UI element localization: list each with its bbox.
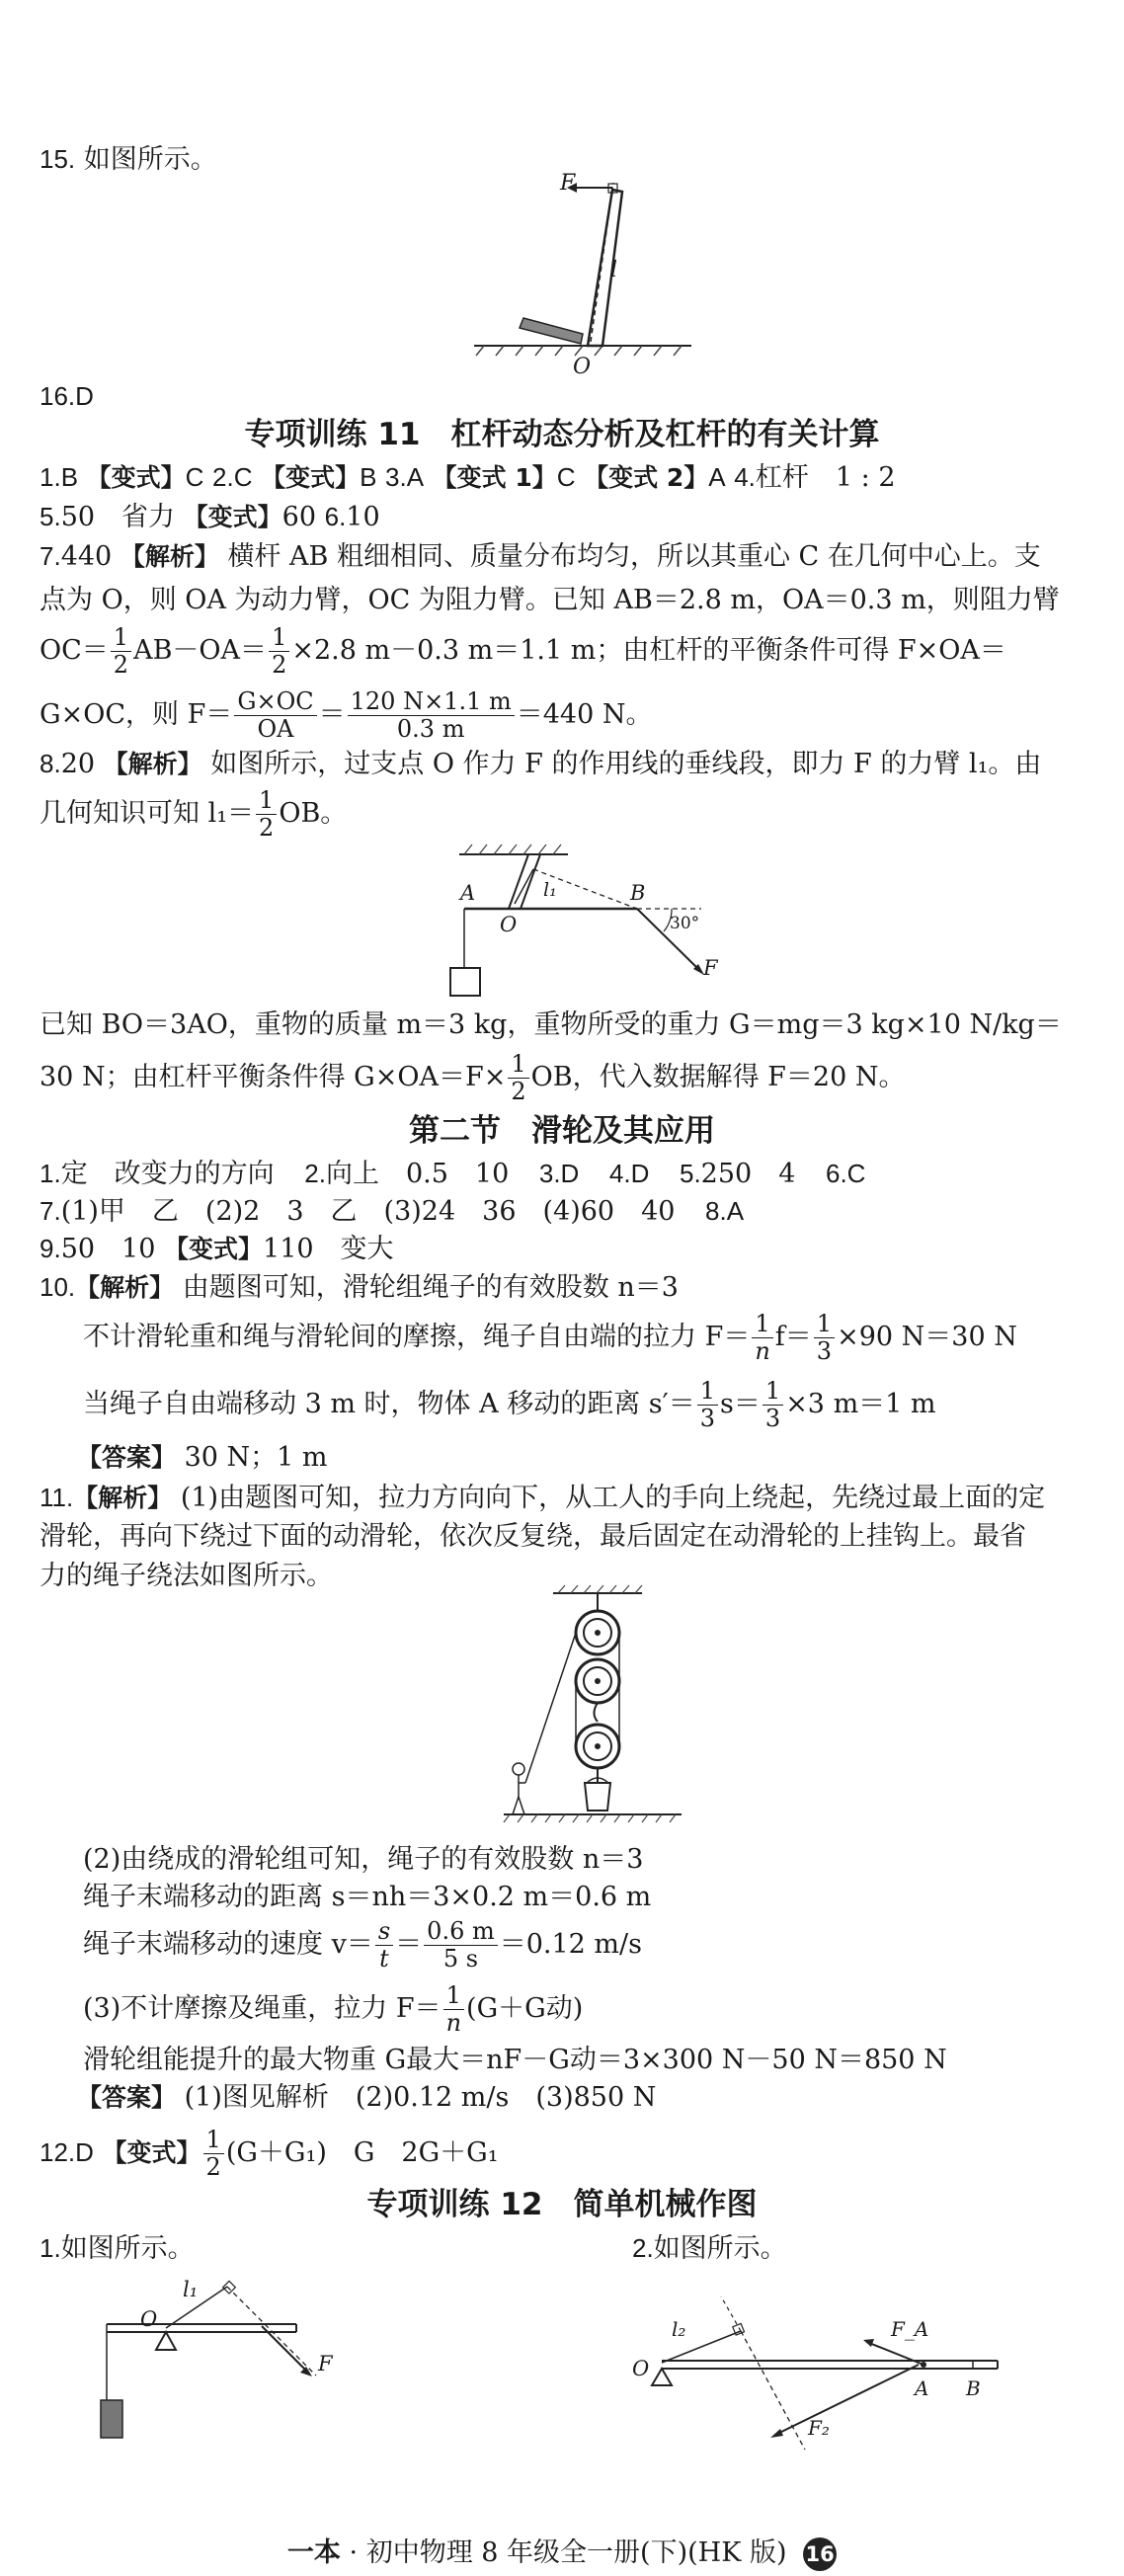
s11-q8-line1 <box>40 746 1041 782</box>
s2-q11-text: (3)不计摩擦及绳重，拉力 F＝ <box>83 1993 442 2024</box>
s11-q1-ans: B <box>60 462 79 492</box>
s11-q8-figure <box>444 845 741 1003</box>
q15-number: 15. <box>40 144 76 174</box>
equals: ＝ <box>395 1929 423 1960</box>
s2-q2-num: 2. <box>304 1159 326 1188</box>
s2-q11-text: ＝0.12 m/s <box>499 1929 642 1960</box>
s2-q8-ans: A <box>726 1196 745 1226</box>
s11-q7-line1 <box>40 538 1041 575</box>
s2-q1-ans: 定 改变力的方向 <box>60 1159 275 1189</box>
s11-q5-ans: 50 省力 <box>60 502 176 532</box>
numerator: G×OC <box>234 688 316 716</box>
s11-q3-num: 3. <box>385 462 407 492</box>
variant-tag: 【变式】 <box>183 503 282 531</box>
s12-q2-text: 如图所示。 <box>653 2233 787 2264</box>
s11-q7-line3 <box>40 622 1006 680</box>
q16-answer: D <box>75 381 94 411</box>
s2-q9-ans: 50 10 <box>60 1234 156 1264</box>
s2-q10-text: f＝ <box>774 1322 812 1352</box>
fraction <box>508 1051 528 1105</box>
fraction <box>375 1918 393 1972</box>
s2-q3-num: 3. <box>538 1159 561 1188</box>
s2-q11-line6 <box>83 1916 642 1973</box>
numerator: 1 <box>269 624 289 652</box>
s11-q2-var-ans: B <box>360 462 377 492</box>
s12-q2-O-label: O <box>632 2357 650 2380</box>
s2-q10-text: 当绳子自由端移动 3 m 时，物体 A 移动的距离 s′＝ <box>83 1389 695 1419</box>
variant-tag: 【变式】 <box>164 1235 264 1263</box>
s12-q2-B-label: B <box>966 2376 981 2400</box>
s2-q12-num: 12. <box>40 2137 76 2167</box>
s2-line2 <box>40 1193 744 1230</box>
numerator: 0.6 m <box>424 1918 498 1946</box>
s2-q10-text: ×90 N＝30 N <box>837 1322 1017 1352</box>
page-number-badge: 16 <box>803 2537 837 2571</box>
s2-q9-num: 9. <box>40 1234 61 1263</box>
s2-q11-line7 <box>83 1980 583 2038</box>
s2-q10-text: 由题图可知，滑轮组绳子的有效股数 n＝3 <box>182 1272 679 1303</box>
s11-line2 <box>40 499 380 535</box>
s2-q10-num: 10. <box>40 1272 76 1302</box>
s11-q8-text: 如图所示，过支点 O 作力 F 的作用线的垂线段，即力 F 的力臂 l₁。由 <box>210 749 1042 779</box>
denominator: n <box>755 1337 770 1365</box>
s12-q1-l1-label: l₁ <box>183 2278 199 2301</box>
fraction <box>814 1311 835 1365</box>
fraction <box>256 787 277 842</box>
s11-q6-num: 6. <box>324 502 347 531</box>
s2-line1 <box>40 1156 865 1192</box>
s2-q6-ans: C <box>846 1159 866 1188</box>
variant-tag: 【变式 2】 <box>584 463 709 492</box>
s2-q11-line5: 绳子末端移动的距离 s＝nh＝3×0.2 m＝0.6 m <box>83 1882 652 1912</box>
s11-q7-text: ×2.8 m－0.3 m＝1.1 m；由杠杆的平衡条件可得 F×OA＝ <box>291 635 1006 666</box>
fraction <box>203 2127 224 2181</box>
s2-q11-line2: 滑轮，再向下绕过下面的动滑轮，依次反复绕，最后固定在动滑轮的上挂钩上。最省 <box>40 1521 1026 1552</box>
fraction <box>752 1311 772 1365</box>
section-11-title: 专项训练 11 杠杆动态分析及杠杆的有关计算 <box>244 417 880 452</box>
denominator: 2 <box>272 651 287 679</box>
s2-q1-num: 1. <box>40 1159 61 1188</box>
s2-q11-line4: (2)由绕成的滑轮组可知，绳子的有效股数 n＝3 <box>83 1844 644 1875</box>
q15-text: 如图所示。 <box>83 144 217 175</box>
s11-q6-ans: 10 <box>346 502 380 532</box>
denominator: 0.3 m <box>396 715 465 743</box>
s2-q11-pulley-figure <box>504 1585 691 1837</box>
s12-q2-A-label: A <box>915 2376 929 2400</box>
numerator: 1 <box>256 787 277 815</box>
numerator: 1 <box>697 1378 718 1406</box>
s11-q8-line4 <box>40 1049 905 1106</box>
denominator: OA <box>257 715 294 743</box>
s2-q11-ans: (1)图见解析 (2)0.12 m/s (3)850 N <box>184 2082 657 2113</box>
numerator: 1 <box>111 624 131 652</box>
variant-tag: 【变式】 <box>261 463 361 492</box>
s12-q2-figure <box>632 2282 1017 2440</box>
denominator: 2 <box>259 814 275 842</box>
s11-q7-text: AB－OA＝ <box>133 635 268 666</box>
analysis-tag: 【解析】 <box>75 1273 175 1302</box>
s2-q12-line <box>40 2124 499 2181</box>
s2-q7-num: 7. <box>40 1196 61 1226</box>
s11-q7-line4 <box>40 686 653 744</box>
s2-q11-line8: 滑轮组能提升的最大物重 G最大＝nF－G动＝3×300 N－50 N＝850 N <box>83 2045 947 2075</box>
s2-q5-num: 5. <box>679 1159 701 1188</box>
denominator: 2 <box>113 651 129 679</box>
s11-q8-O-label: O <box>500 913 518 936</box>
s11-q8-F-label: F <box>703 956 718 980</box>
numerator: 120 N×1.1 m <box>348 688 515 716</box>
answer-tag: 【答案】 <box>77 1443 177 1472</box>
fraction <box>443 1982 464 2037</box>
q16-line <box>40 378 94 415</box>
s12-q2-num: 2. <box>632 2233 654 2263</box>
numerator: 1 <box>203 2127 224 2154</box>
s11-q7-text: 横杆 AB 粗细相同、质量分布均匀，所以其重心 C 在几何中心上。支 <box>227 541 1041 572</box>
s2-q6-num: 6. <box>825 1159 847 1188</box>
denominator: 2 <box>205 2153 221 2181</box>
s11-q7-text: OC＝ <box>40 635 109 666</box>
s11-line1 <box>40 459 896 496</box>
footer-dot: · <box>349 2537 359 2568</box>
numerator: 1 <box>763 1378 783 1406</box>
s11-q1-var-ans: C <box>185 462 204 492</box>
s11-q4-ans: 杠杆 1 : 2 <box>755 462 896 493</box>
s2-q9-var-ans: 110 变大 <box>263 1234 394 1264</box>
numerator: 1 <box>443 1982 464 2010</box>
s11-q8-line3: 已知 BO＝3AO，重物的质量 m＝3 kg，重物所受的重力 G＝mg＝3 kg×10 N/kg＝ <box>40 1009 1062 1040</box>
s2-line3 <box>40 1231 394 1267</box>
s12-q2-FA-label: F_A <box>891 2317 929 2341</box>
s11-q7-text: ＝440 N。 <box>516 699 653 730</box>
variant-tag: 【变式】 <box>86 463 186 492</box>
denominator: 5 s <box>442 1945 479 1972</box>
s11-q8-text: OB。 <box>279 798 348 829</box>
s11-q8-text: 几何知识可知 l₁＝ <box>40 798 255 829</box>
s2-q10-line1 <box>40 1269 679 1306</box>
s2-q10-text: s＝ <box>720 1389 761 1419</box>
s2-q10-line2 <box>83 1309 1017 1366</box>
q15-line <box>40 141 217 178</box>
s12-q1-figure <box>89 2267 356 2445</box>
s12-q2-line <box>632 2230 787 2267</box>
s2-q10-ans: 30 N；1 m <box>184 1442 328 1473</box>
s2-q2-ans: 向上 0.5 10 <box>325 1159 510 1189</box>
s2-q12-ans: D <box>75 2137 94 2167</box>
numerator: s <box>375 1918 393 1946</box>
footer-brand: 一本 <box>286 2537 341 2568</box>
s2-q10-line3 <box>83 1376 936 1433</box>
fraction <box>269 624 289 679</box>
denominator: 3 <box>816 1337 833 1365</box>
s2-q3-ans: D <box>560 1159 580 1188</box>
s12-q1-O-label: O <box>140 2307 158 2331</box>
s11-q8-ans: 20 <box>60 749 96 779</box>
s11-q8-B-label: B <box>630 881 646 905</box>
s2-q4-ans: D <box>630 1159 650 1188</box>
section-2-title: 第二节 滑轮及其应用 <box>409 1113 715 1149</box>
s2-q4-num: 4. <box>608 1159 631 1188</box>
s11-q8-text: OB，代入数据解得 F＝20 N。 <box>530 1062 906 1092</box>
section-12-title: 专项训练 12 简单机械作图 <box>366 2187 758 2222</box>
s11-q2-ans: C <box>233 462 253 492</box>
fraction <box>763 1378 783 1432</box>
fraction <box>234 688 316 743</box>
analysis-tag: 【解析】 <box>103 750 202 778</box>
s2-q7-ans: (1)甲 乙 (2)2 3 乙 (3)24 36 (4)60 40 <box>60 1196 676 1227</box>
s11-q5-num: 5. <box>40 502 61 531</box>
s11-q4-num: 4. <box>734 462 756 492</box>
q16-number: 16. <box>40 381 76 411</box>
analysis-tag: 【解析】 <box>120 542 219 571</box>
denominator: t <box>379 1945 389 1972</box>
s11-q3-var1-ans: C <box>556 462 576 492</box>
numerator: 1 <box>752 1311 772 1338</box>
q15-F-label: F <box>560 171 576 196</box>
numerator: 1 <box>508 1051 528 1079</box>
s2-q11-text: (G＋G动) <box>466 1993 584 2024</box>
s11-q8-angle-label: 30° <box>670 914 700 933</box>
s11-q2-num: 2. <box>212 462 234 492</box>
numerator: 1 <box>814 1311 835 1338</box>
s11-q3-ans: A <box>406 462 425 492</box>
s2-q12-var-ans: (G＋G₁) G 2G＋G₁ <box>225 2137 499 2168</box>
s12-q2-l2-label: l₂ <box>672 2317 686 2341</box>
s11-q7-line2: 点为 O，则 OA 为动力臂，OC 为阻力臂。已知 AB＝2.8 m，OA＝0.3 m，则阻力臂 <box>40 585 1060 615</box>
fraction <box>697 1378 718 1432</box>
s2-q10-answer <box>77 1440 328 1476</box>
analysis-tag: 【解析】 <box>73 1484 173 1512</box>
s11-q5-var-ans: 60 <box>281 502 317 532</box>
fraction <box>111 624 131 679</box>
s11-q8-line2 <box>40 785 347 843</box>
s11-q1-num: 1. <box>40 462 61 492</box>
s2-q5-ans: 250 4 <box>700 1159 796 1189</box>
q15-figure <box>464 168 701 395</box>
s2-q11-line3: 力的绳子绕法如图所示。 <box>40 1561 333 1591</box>
s11-q7-ans: 440 <box>60 541 113 572</box>
answer-tag: 【答案】 <box>77 2083 177 2112</box>
s2-q10-text: ×3 m＝1 m <box>785 1389 936 1419</box>
equals: ＝ <box>318 699 346 730</box>
s2-q11-text: (1)由题图可知，拉力方向向下，从工人的手向上绕起，先绕过最上面的定 <box>180 1483 1046 1513</box>
s11-q8-text: 30 N；由杠杆平衡条件得 G×OA＝F× <box>40 1062 507 1092</box>
s11-q7-num: 7. <box>40 541 61 571</box>
s12-q1-num: 1. <box>40 2233 61 2263</box>
fraction <box>348 688 515 743</box>
s11-q8-A-label: A <box>460 881 476 905</box>
s2-q11-num: 11. <box>40 1483 74 1512</box>
variant-tag: 【变式 1】 <box>432 463 557 492</box>
s2-q11-line1 <box>40 1480 1045 1516</box>
variant-tag: 【变式】 <box>102 2138 201 2167</box>
s2-q8-num: 8. <box>705 1196 727 1226</box>
s12-q1-line <box>40 2230 195 2267</box>
s2-q10-text: 不计滑轮重和绳与滑轮间的摩擦，绳子自由端的拉力 F＝ <box>83 1322 751 1352</box>
s11-q3-var2-ans: A <box>708 462 726 492</box>
footer-text: 初中物理 8 年级全一册(下)(HK 版) <box>365 2537 787 2568</box>
s11-q7-text: G×OC，则 F＝ <box>40 699 233 730</box>
s12-q1-text: 如图所示。 <box>60 2233 195 2264</box>
s2-q11-text: 绳子末端移动的速度 v＝ <box>83 1929 373 1960</box>
denominator: 3 <box>764 1405 781 1432</box>
q15-l-label: l <box>610 258 618 282</box>
s12-q1-F-label: F <box>318 2352 333 2375</box>
s12-q2-F2-label: F₂ <box>808 2416 830 2440</box>
s11-q8-num: 8. <box>40 749 61 778</box>
page-footer <box>0 2531 1124 2571</box>
denominator: 3 <box>699 1405 716 1432</box>
s2-q11-answer <box>77 2080 656 2116</box>
s11-q8-l1-label: l₁ <box>543 879 557 901</box>
denominator: n <box>445 2009 462 2037</box>
q15-O-label: O <box>573 355 592 379</box>
denominator: 2 <box>511 1078 526 1105</box>
fraction <box>424 1918 498 1972</box>
